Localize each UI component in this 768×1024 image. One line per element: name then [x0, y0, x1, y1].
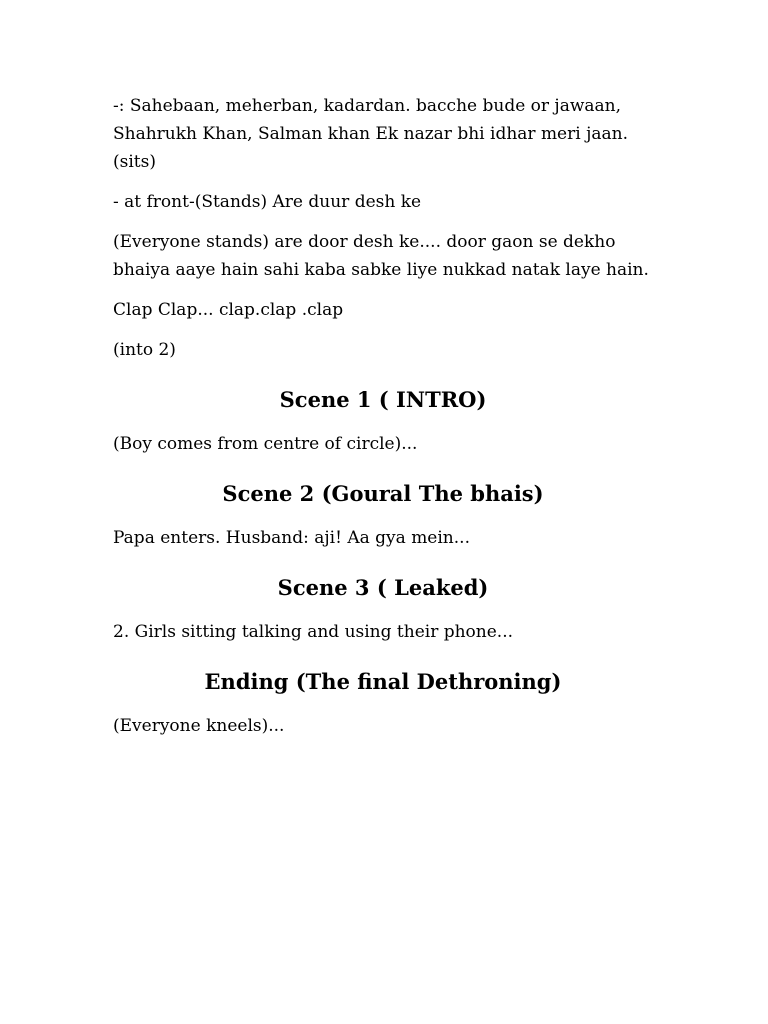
- scene-2-text: Papa enters. Husband: aji! Aa gya mein...: [113, 528, 470, 548]
- document-body: [113, 92, 653, 752]
- scene-2-heading: Scene 2 (Goural The bhais): [222, 481, 544, 506]
- stage-direction-stands: - at front-(Stands) Are duur desh ke: [113, 192, 422, 212]
- scene-1-heading: Scene 1 ( INTRO): [279, 387, 487, 412]
- everyone-stands-dialogue: (Everyone stands) are door desh ke.... door gaon se dekho bhaiya aaye hain sahi kaba sabke liye nukkad natak laye hain.: [113, 232, 649, 280]
- scene-3-heading: Scene 3 ( Leaked): [277, 575, 489, 600]
- intro-dialogue: -: Sahebaan, meherban, kadardan. bacche bude or jawaan, Shahrukh Khan, Salman khan Ek nazar bhi idhar meri jaan. (sits): [113, 96, 628, 172]
- ending-text: (Everyone kneels)...: [113, 716, 285, 736]
- into-two-line: (into 2): [113, 340, 176, 360]
- scene-3-text: 2. Girls sitting talking and using their phone...: [113, 622, 514, 642]
- ending-heading: Ending (The final Dethroning): [204, 669, 562, 694]
- clap-line: Clap Clap... clap.clap .clap: [113, 300, 344, 320]
- scene-1-text: (Boy comes from centre of circle)...: [113, 434, 418, 454]
